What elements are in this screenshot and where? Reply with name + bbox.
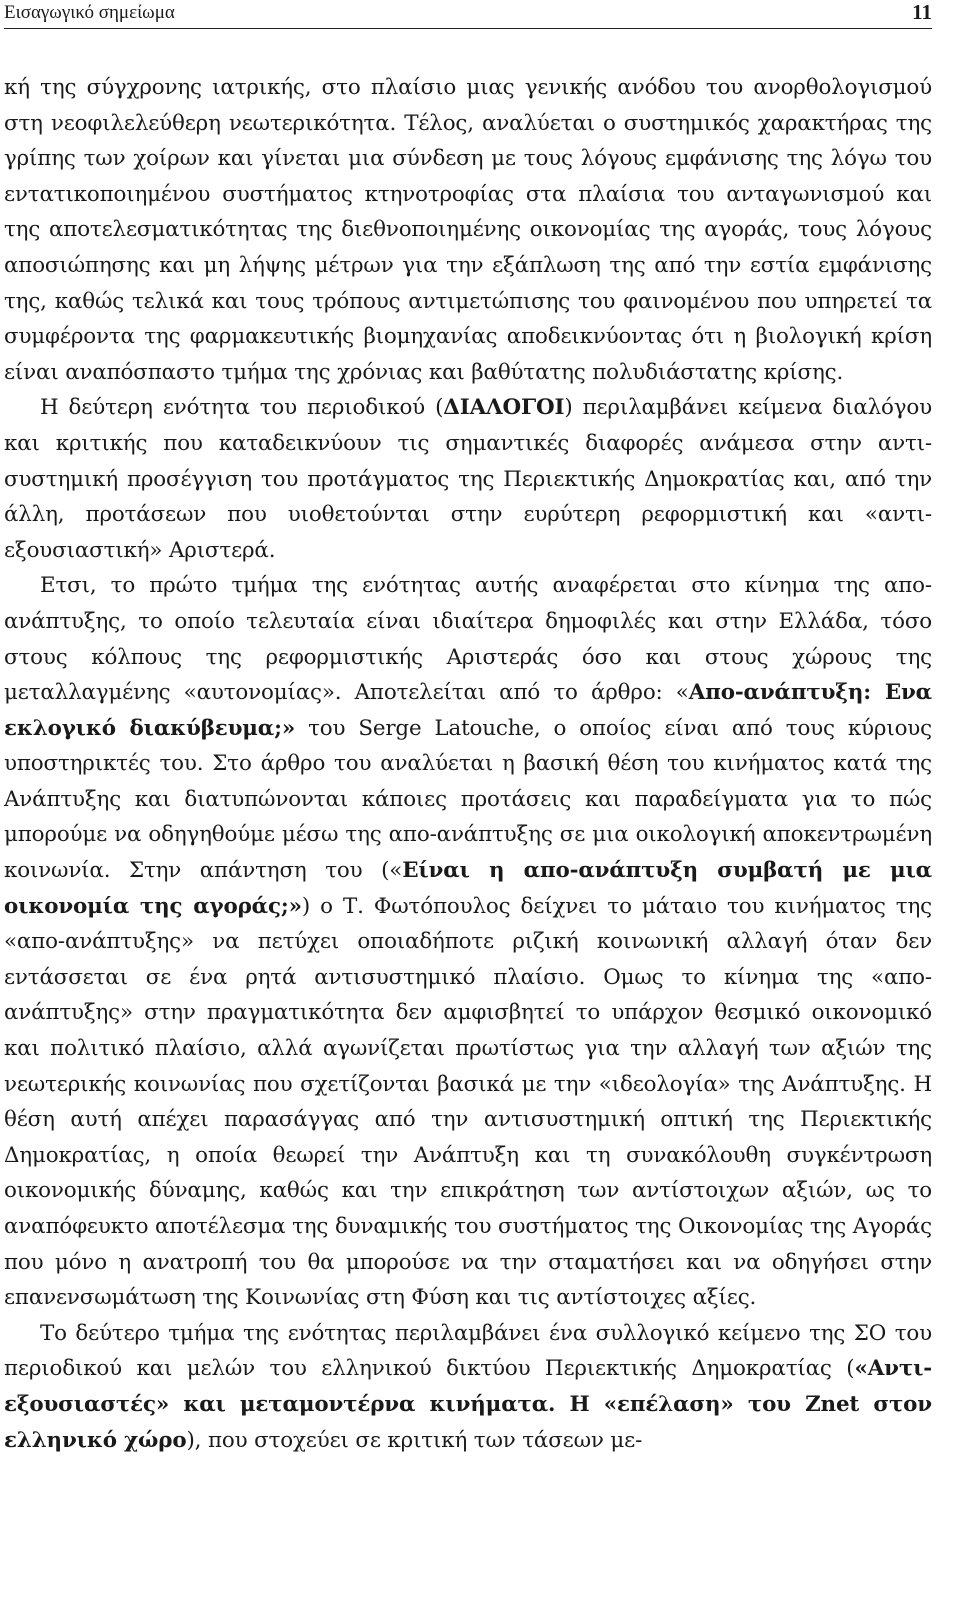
paragraph <box>4 1316 932 1458</box>
text-span: ), που στοχεύει σε κριτική των τάσεων με- <box>186 1427 643 1453</box>
body-text <box>4 70 932 1458</box>
text-span: ) περιλαμβάνει κείμενα διαλόγου και κριτικής που καταδεικνύουν τις σημαντικές διαφορές ανάμεσα στην αντι-συστημική προσέγγιση του προτάγματος της Περιεκτικής Δημοκρατίας και, από την άλλη, προτάσεων που υιοθετούνται στην ευρύτερη ρεφορμιστική και «αντι-εξουσιαστική» Αριστερά. <box>4 395 932 563</box>
text-span: του Serge Latouche, ο οποίος είναι από τους κύριους υποστηρικτές του. Στο άρθρο του αναλύεται η βασική θέση του κινήματος κατά της Ανάπτυξης και διατυπώνονται κάποιες προτάσεις και παραδείγματα για το πώς μπορούμε να οδηγηθούμε μέσω της απο-ανάπτυξης σε μια οικολογική αποκεντρωμένη κοινωνία. Στην απάντηση του (« <box>4 715 932 884</box>
text-span: ) ο Τ. Φωτόπουλος δείχνει το μάταιο του κινήματος της «απο-ανάπτυξης» να πετύχει οποιαδήποτε ριζική κοινωνική αλλαγή όταν δεν εντάσσεται σε ένα ρητά αντισυστημικό πλαίσιο. Ομως το κίνημα της «απο-ανάπτυξης» στην πραγματικότητα δεν αμφισβητεί το υπάρχον θεσμικό οικονομικό και πολιτικό πλαίσιο, αλλά αγωνίζεται πρωτίστως για την αλλαγή των αξιών της νεωτερικής κοινωνίας που σχετίζονται βασικά με την «ιδεολογία» της Ανάπτυξης. Η θέση αυτή απέχει παρασάγγας από την αντισυστημική οπτική της Περιεκτικής Δημοκρατίας, η οποία θεωρεί την Ανάπτυξη και τη συνακόλουθη συγκέντρωση οικονομικής δύναμης, καθώς και την επικράτηση των αντίστοιχων αξιών, ως το αναπόφευκτο αποτέλεσμα της δυναμικής του συστήματος της Οικονομίας της Αγοράς που μόνο η ανατροπή του θα μπορούσε να την σταματήσει και να οδηγήσει στην επανενσωμάτωση της Κοινωνίας στη Φύση και τις αντίστοιχες αξίες. <box>4 893 932 1311</box>
bold-text-span: «Αντι-εξουσιαστές» και μεταμοντέρνα κινήματα. Η «επέλαση» του Znet στον ελληνικό χώρο <box>4 1356 932 1453</box>
bold-text-span: Είναι η απο-ανάπτυξη συμβατή με μια οικονομία της αγοράς;» <box>4 858 932 919</box>
text-span: Ετσι, το πρώτο τμήμα της ενότητας αυτής αναφέρεται στο κίνημα της απο-ανάπτυξης, το οποίο τελευταία είναι ιδιαίτερα δημοφιλές και στην Ελλάδα, τόσο στους κόλπους της ρεφορμιστικής Αριστεράς όσο και στους χώρους της μεταλλαγμένης «αυτονομίας». Αποτελείται από το άρθρο: « <box>4 573 932 706</box>
text-span: Το δεύτερο τμήμα της ενότητας περιλαμβάνει ένα συλλογικό κείμενο της ΣΟ του περιοδικού και μελών του ελληνικού δικτύου Περιεκτικής Δημοκρατίας ( <box>4 1320 932 1382</box>
page-number: 11 <box>912 0 932 24</box>
paragraph <box>4 70 932 390</box>
running-head: Εισαγωγικό σημείωμα <box>4 2 175 23</box>
paragraph <box>4 568 932 1315</box>
page-header <box>4 0 932 29</box>
text-span: Η δεύτερη ενότητα του περιοδικού ( <box>40 395 444 421</box>
bold-text-span: Απο-ανάπτυξη: Ενα εκλογικό διακύβευμα;» <box>4 680 932 741</box>
text-span: κή της σύγχρονης ιατρικής, στο πλαίσιο μιας γενικής ανόδου του ανορθολογισμού στη νεοφιλελεύθερη νεωτερικότητα. Τέλος, αναλύεται ο συστημικός χαρακτήρας της γρίπης των χοίρων και γίνεται μια σύνδεση με τους λόγους εμφάνισης της λόγω του εντατικοποιημένου συστήματος κτηνοτροφίας στα πλαίσια του ανταγωνισμού και της αποτελεσματικότητας της διεθνοποιημένης οικονομίας της αγοράς, τους λόγους αποσιώπησης και μη λήψης μέτρων για την εξάπλωση της από την εστία εμφάνισης της, καθώς τελικά και τους τρόπους αντιμετώπισης του φαινομένου που υπηρετεί τα συμφέροντα της φαρμακευτικής βιομηχανίας αποδεικνύοντας ότι η βιολογική κρίση είναι αναπόσπαστο τμήμα της χρόνιας και βαθύτατης πολυδιάστατης κρίσης. <box>4 75 932 385</box>
paragraph <box>4 390 932 568</box>
bold-text-span: ΔΙΑΛΟΓΟΙ <box>443 395 565 421</box>
